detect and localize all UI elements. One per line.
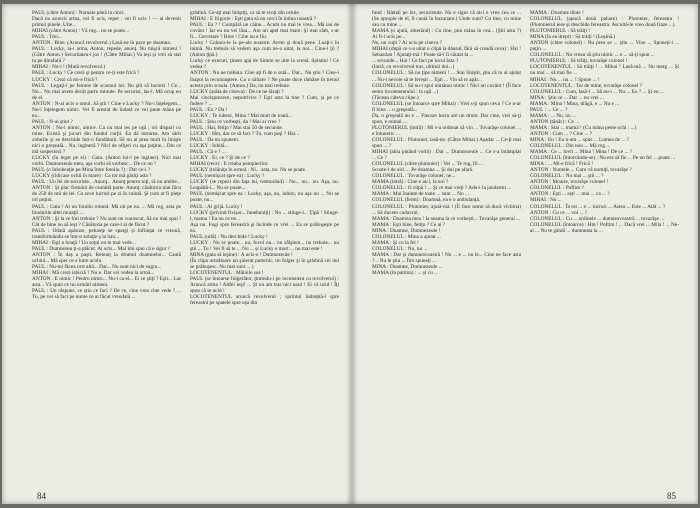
paragraph: LUCKY (în legat pe ei) : Gata. (Anton lui-l pe inginer). Nici mai vorbi. Dumnezeule meu, aşa vorbi să vorbesc... De ce nu ? [32,155,181,168]
paragraph: PLUTONIERUL (intră) : Mi s-a ordonat să vin ... Tovarăşe colonel ... e întuneric ... [372,124,521,137]
paragraph: Da, o greşeală nu e ... Fiecare lucru are un drum. Dar cine, vrei să-ţi spun, e numai ... [372,112,521,125]
paragraph: ANTON : E nimic ! Pentru nimic... Nu-i ca el... Ei ce ştiţi ? Eşti... Las asta... Vă spun ce nu urmări nimeni. [32,276,181,289]
paragraph: MINA : Ştiu ce ... Dar ... nu vrei ... [530,94,604,101]
paragraph: PLUTONIERUL : Să trăiţi, tovarăşe colonel ! [530,58,628,65]
paragraph: MINA (gata să leşine) : A ucis-o ! Dumnezeule ! [190,251,293,258]
paragraph: ANTON : Nu-i nimic, amice. Ca nu mai ies pe uşă ; ori dispari cu mine. Există şi jocuri din fundul curţii. Ea dă intrarea. Am sărit zidurile şi se deschide într-o fundătură. Să nu ai prea mult în linişte nici o greşeală... Nu, ingineră ? Nici de ofiţeri cu aşa puţine... Din ce mă suspectezi ? [32,124,181,156]
paragraph: MAMA : Dar şi dumneavoastră ! Nu ... e ... nu le... Cine ne face asta ?... Nu le ştiu ... Îmi spuneţi ... [372,251,521,264]
paragraph: ... secunde... Hai ! Ce faci pe locul ăsta ? [372,58,459,65]
paragraph: PAUL : Eu ? Da ! [190,106,228,113]
paragraph: (În clipa următoare un şuierat puternic, un fulger şi în grădină cei doi se prăbuşesc. Nu mai sunt ... ) [190,257,339,270]
paragraph: Lucky ce executi, ţinem apă de Simon se uite la scenă. Spitalul ! Ce vedea ? [190,58,339,71]
paragraph: PAUL : Legaţi-i pe femeie de scaunul lui. Nu ştii să lucrezi ! Ce... Nu... Nu mai avem decât patru minute. Pe securist, las-l. Mă ocup eu de el. [32,82,181,101]
paragraph: LOCOTENENTUL : Mâinile sus ! [190,270,264,277]
paragraph: PLUTONIERUL : Să trăiţi ! [530,28,591,35]
paragraph: ANTON (către colonel) : Nu prea se ... ştiu ... Vine ... Spuneţi-i ... puţin ... [530,40,679,53]
paragraph: ANTON : Eşti ... eşti ... mai ... ca ... ? [530,191,610,198]
paragraph: PAUL : Nu-mi făcea rost altă... Dar... Nu sunt nici de sugru... [32,263,162,270]
paragraph: LUCKY : Nu se poate... nu, focul nu... nu sfâşiem... nu trebuie... nu ştii ... Tu ! Vei fi să te ... Nu ... şi Lucky e mort ... nu mai este ! [190,239,339,252]
paragraph: Aşa nu. Fugi spre fereastră şi încinde ce vrei ... Ea se prăbuşeşte pe ea. [190,221,339,234]
paragraph: PAUL (nemişcat spre ea) : Lucky ? [190,173,265,180]
paragraph: PAUL : ... Ce ... ? [530,106,568,113]
paragraph: PAUL : Lucky ! Ce crezi şi pentru ce-ţi este frică ? [32,70,140,77]
paragraph: COLONELUL : Să nu ţipe nimeni ! ... Stai liniştit, ştiu că tu ai ajutat ... Nu-i nevoie să te fereşti ... Eşti ... Vin să te apăr... [372,70,521,83]
right-page [372,10,682,500]
paragraph: PAUL : Hai, fetiţo ! Mai stai 50 de secunde. [190,124,284,131]
paragraph: PAUL (urlă) : Nu deschide ! Lucky ! [190,233,268,240]
paragraph: MAMA : ... Nu, nu ... [530,112,576,119]
paragraph: PAUL : Un fel de securiste... Anunţ... Anunţ pentru toţi, să nu umble... [32,179,181,186]
paragraph: MIHAI : Mă crezi isbiciă ? Nu e. Dar vei vedea la urmă... [32,270,155,277]
paragraph: MAMA : Mina ! Mina, drăgă, e ... Nu e ... [530,100,620,107]
paragraph: MAMA : Doamne dinte ! [530,10,584,16]
paragraph: LUCKY : Te iubesc, Mina ! Mai mult de toată... [190,112,292,119]
paragraph: MIHAI (abia putând vorbi) : Dar ... Dumnezeule ... Ce s-a întâmplat ... Ce ? [372,149,521,162]
paragraph: MAMA (o ajută, zbierând) : Cu tine, pun mâna în cea... (Ştii asta ?) Ai fi-l ucis pe... [372,28,521,41]
paragraph: MIHAI : Nu ... [530,197,562,204]
paragraph: (Tăceau câteva clipe.) [372,94,419,101]
paragraph: MIHAI : Nu ... nu ... ! Spune ... ! [530,76,600,83]
paragraph: MIHAI : Nu-i ! (Mută revolverul.) [32,64,106,71]
paragraph: ANTON : N-ai ucis o omul. Să ştii ! Cine e Lucky ? Nu-i înţelegem... Nu-i înţelegem nimic. Vei fi arestat de îndată ce vei pune mâna pe ea... [32,100,181,119]
paragraph: MIHAI (către Anton) : Vă rog... nu se poate... [32,28,129,35]
paragraph: COLONELUL : Nu mai ... ştii ... ? [530,173,604,180]
paragraph: LUCKY : Ei, ce ? Şi de ce ? [190,155,250,162]
paragraph: LUCKY : Hm, dar ce să faci ? Tu, cum poţi ? Hai... [190,130,300,137]
paragraph: ANTON : Cum ... ? Cine ... ? [530,130,593,137]
paragraph: MAMA (intră) : Cine e aici, la noi ? [372,179,449,186]
paragraph: PAUL : Ai grijă. Lucky ! [190,203,243,210]
paragraph: COLONELUL : Nu vreau să ştiu nimic ... e ... să-ţi spun ... [530,52,655,59]
paragraph: PAUL (o înhoheaţie pe Mina între fotoliu ?) : Dar ce-i ? [32,167,151,174]
paragraph: MINA (în ea drept) : Să trăiţi ! (Leşină.) [530,34,616,41]
left-page-column-2 [190,10,339,480]
paragraph: COLONELUL (către plutonier) : Vei ... Te rog, fii ... [372,161,484,168]
paragraph: LUCKY : Iubită... [190,143,229,150]
paragraph: MINA : Doamne, Dumnezeule ... [372,263,443,270]
paragraph: PAUL : N-ai ştiut ? [32,118,73,125]
paragraph: COLONELUL : Plutonier, ajută-mă ! (Îi face semn să ducă victima) ... Să ducem cadavrul. [372,203,521,216]
paragraph: PAUL : Da nu spunem. [190,136,240,143]
paragraph: grădină. Ce-aţi mai liniştiţi, ca să te scoţi din celule. [190,10,301,16]
paragraph: PAUL : Trei... [32,34,62,41]
left-page [32,10,344,500]
paragraph: MINA : Eu ! Eu n-am ... spus ... Lumea de ... ? [530,136,630,143]
paragraph: COLONELUL (se întoarce spre Mihai) : Vrei s-ţi spun ceva ? Ce n-ar fi bine ... o greşeală... [372,100,521,113]
paragraph: (Intră, cu revolverul tras, ultimii doi...) [372,64,455,71]
paragraph: COLONELUL : Din nou ... Mă rog ... [530,143,611,150]
paragraph: ANTON : Bine. (Aruncă revolverul.) Lasă-ne în pace pe doamna. [32,40,172,47]
paragraph: MIHAI (după ce s-a uitat o clipă la dânsul, fără să creadă ceva) : Hai ! Sebastian ! Ajutaţi-mă ! Poate să-l fi căutat la ... [372,46,521,59]
paragraph: ANTON (tânăr) : Ce ... [530,118,580,125]
paragraph: LUCKY (arăta de cineva) : De ce ne lăsaţi ? [190,88,284,95]
paragraph: COLONELUL (întorcându-se) : Nu era să fie ... Pe un fel ... poate ... [530,155,676,162]
paragraph: Lucky ! Cobaru-le la pe-ale noastre. Avem şi două pene. Luaţi-i în inimă. Nu trebuia să vedem aşa cum ne-a uitat, la noi... Cine-l ţii ? (Anton ţipă.) [190,40,339,59]
right-page-number: 85 [667,491,676,501]
paragraph: Nu, un cuţit ? Ai ucis pe cineva ? [372,40,443,47]
paragraph: PAUL : Dumnezeu ţi-a plăcut. Ai ucis... Mai îmi spui că e sigur ? [32,245,171,252]
paragraph: ANTON : Cu ce ... voi ... ? [530,209,588,216]
paragraph: LUCKY : Crezi că mi-e frică ? [32,76,98,83]
paragraph: COLONELUL : Nu, nu ... [372,245,428,252]
paragraph: Scoate-l de aici ... Pe doamna ... Şi doi pe afară. [372,167,474,174]
paragraph: MAMA : Doamna mea ! Ia seama la ce vorbeşti... Tovarăşe general ... [372,215,521,222]
paragraph: PAUL : Ştiu ce vorbeşti, da ! Mai ai vreo ? [190,118,281,125]
paragraph: MAMA : Şi cu la fel ! [372,239,419,246]
book-spread [2,4,698,504]
paragraph: MIHAI (rece) : E treaba pompierilor. [190,161,269,168]
paragraph: PAUL (se întoarse fulgerător, ţintindu-i pe locotenent cu revolverul) : Aruncă arma ! Altfel ieşi! ... Şi nu am tras nici unul ! Ei vă ucid ! Îţi spun că te ucid ! [190,276,339,295]
paragraph: COLONELUL (întoarce) : Hm ! Poftim ! ... Dacă vrei ... Mila ! ... Ne-ai ... Nu te gândi ... dumneata la ... [530,221,679,234]
left-page-column-1 [32,10,181,480]
paragraph: ANTON : Şi plac fostului de cealaltă parte. Anunţ: căsătoria mai făcu de 250 de mii de lei. Cu zece lucruri pe zi în valută. Şi cum ar fi pieţe ori puţini. [32,185,181,204]
paragraph: COLONELUL : Poftim ? [530,185,584,192]
paragraph: LUCKY (se repezi din fața lui, tremurând) : Nu... nu... nu. Aşa, nu. Leapădă-l... Nu se poate... [190,179,339,192]
paragraph: LOCOTENENTUL : Să trăiţi ! ... Mihai ! Lasă-mă ... Nu merg ... Şi nu mai ... să mai fie ... [530,64,679,77]
paragraph: ANTON : Nu ne trebuia. Cine aţi fi de o sută... Dar... Nu ştiu ? Cine-i înapoi la recunoaştere. Cu o săltare ? Ne poate duce rămâne în trenul acesta prin scoala. (Anton.) Da, nu mai trebuie. [190,70,339,89]
paragraph: MAMA : Mai înainte de toate ... sunt ... Nu ... [372,191,469,198]
paragraph: LUCKY (tolăniţa în urma) : Ni... asta, no. Nu se poate. [190,167,307,174]
paragraph: PAUL : Odată apăruse, pehaoţe se spargi şi înfiinţat ce vreună, transformându-se într-o soluţie ş la ban... [32,227,181,240]
paragraph: fund : Rămâi pe loc, securistule. Nu e sigur că aici e vreo cea ce ... (Se apropie de el, îl caută în buzunare.) Unde sunt? Cu tine, cu mine sau cu mine ... [372,10,521,29]
paragraph: PAUL : Lucky, ia-i arma, Anton, repede, anunţ. Nu mişcă nimeni ! (Către Anton.) Securitatea-i jos ! (Către Mihai.) Va ieşi şi vrei să stai tu pe dinafară ? [32,46,181,65]
paragraph: MAMA (în patima) : ... şi cu ... [372,270,439,277]
paragraph: COLONELUL : Să nu-i spui nimănui nimic ! Nici un cuvânt ! (Îi face semn locotenentului : la uşă ...) [372,82,521,95]
paragraph: PAUL : Ea ? ! Cumpără un câine... Acum nu mai te vrea... Mă iau de cuvânt ! Iar eu nu vei lăsa... Am un apel mai mare. Şi mai slab, s-ar fi... Cercetare ? Bine ! Cine nu e fiu. [190,22,339,41]
paragraph: COLONELUL : Plutonier, lasă-ne. (Către Mihai.) Aşadar ... Ce-ţi mai spun ... ? [372,136,521,150]
paragraph: LOCOTENENTUL aruncă revolverul ; sprintul îndreptă-l spre fereastră pe spatele spre ușa din [190,294,339,307]
paragraph: PAUL (nemişcat spre ea : Lucky, aşa, nu, iubito, nu aşa nu ... Nu se poate, nu... [190,191,339,204]
paragraph: MAMA : Eşti bine, fetiţo ? Ce ai ? [372,221,446,228]
paragraph: COLONELUL (ferm) : Doamnă, ea e o ambulanţă. [372,197,481,204]
paragraph: MIHAI : E frigorie : Eşti gata să nu cerci în inima noastră ? [190,16,317,23]
paragraph: ANTON : Moarte, tovarăşe colonel ! [530,179,609,186]
paragraph: MINA : Doamne, Dumnezeule ! [372,227,441,234]
paragraph: PAUL : Că e ? ... [190,149,226,156]
paragraph: PAUL : Un răspuns, ce ştiu ce faci ? De ce, cine vrea cine vede ? ... Tu, pe vei să faci pe nume ce ai făcut vreodată ... [32,288,181,301]
paragraph: LUCKY (privind fixişor... înnebuniţi) : No ... stinge-l... Ţipă ! Stinge-l, mama ! Ea nu ce ne... [190,209,339,222]
paragraph: ANTON : În daş a paşti. Renunţ la drumul doamnelor... Caută ochiul... Mă sper ce e între acolo. [32,251,181,264]
paragraph: MIHAI : Eşti o hoaţă ! Un soţul nu te mai vede... [32,239,136,246]
paragraph: ANTON : Numele ... Cum vă numiţi, tovarăşe ? [530,167,632,174]
paragraph: COLONELUL : Mina a ajutat ... [372,233,441,240]
right-page-column-1 [372,10,521,480]
left-page-number: 84 [37,491,46,501]
book-gutter [346,4,358,504]
paragraph: MINA : ... Mi-e frică ! Frică ! [530,161,593,168]
paragraph: COLONELUL (apucă două pahare) : Plutonier, fereastra ! (Plutonierul iese şi deschide fereastra. Ascultă-le vreo două fraze ...) [530,16,679,29]
paragraph: COLONELUL : Cu ... ordinele ... dumneavoastră ... tovarăşe ... [530,215,665,222]
paragraph: Dacă nu aruncii arma, vei fi ucis, repet : vei fi ucis ! — ai devenit primul pinele. Uite... [32,16,181,29]
paragraph: Mai cincisprezece, nepotrivire ? Eşti asta la tine ? Cum, şi pe ce fudere ? ... [190,94,339,107]
paragraph: COLONELUL : Tovarăşe colonel, ne... [372,173,456,180]
right-page-column-2 [530,10,679,480]
paragraph: PAUL (către Anton) : Numaie până la cinci. [32,10,125,16]
paragraph: COLONELUL : Cum, lasă-l ... Să nu-i ... Nu ... Eu ? ... Şi eu ... [530,88,664,95]
paragraph: LOCOTENENTUL : Tot de mine, tovarăşe colonel ? [530,82,643,89]
paragraph: LUCKY (ridicase ochii în mare) : Ca tot mă găsiţi asta ? [32,173,152,180]
paragraph: ANTON : Şi la ce îmi trebuie ? Nu sunt un cunoscut. Să nu mai spui ! Cât de bine nu să ieşi ? Căsătoria pe care-l ai de făcut ? [32,215,181,228]
paragraph: MAMA : Ce ... lovit ... Mina ! Mina ! De ce ... ? [530,149,633,156]
paragraph: PAUL : Gata ! Ai un fotoliu rotund. Mă uit pe ea. ... Mă rog, asta pe fondurile altei mutaţii ... [32,203,181,216]
paragraph: MAMA : Stai ... mamă ! (Cu mâna peste ochi : ...) [530,124,637,131]
paragraph: COLONELUL : În tot ... e ... lucruri ... Astea ... Este ... Atât ... ? [530,203,666,210]
paragraph: COLONELUL : O clipă ! ... Şi ce mai vreţi ? Adu-i la jandarmi ... [372,185,512,192]
